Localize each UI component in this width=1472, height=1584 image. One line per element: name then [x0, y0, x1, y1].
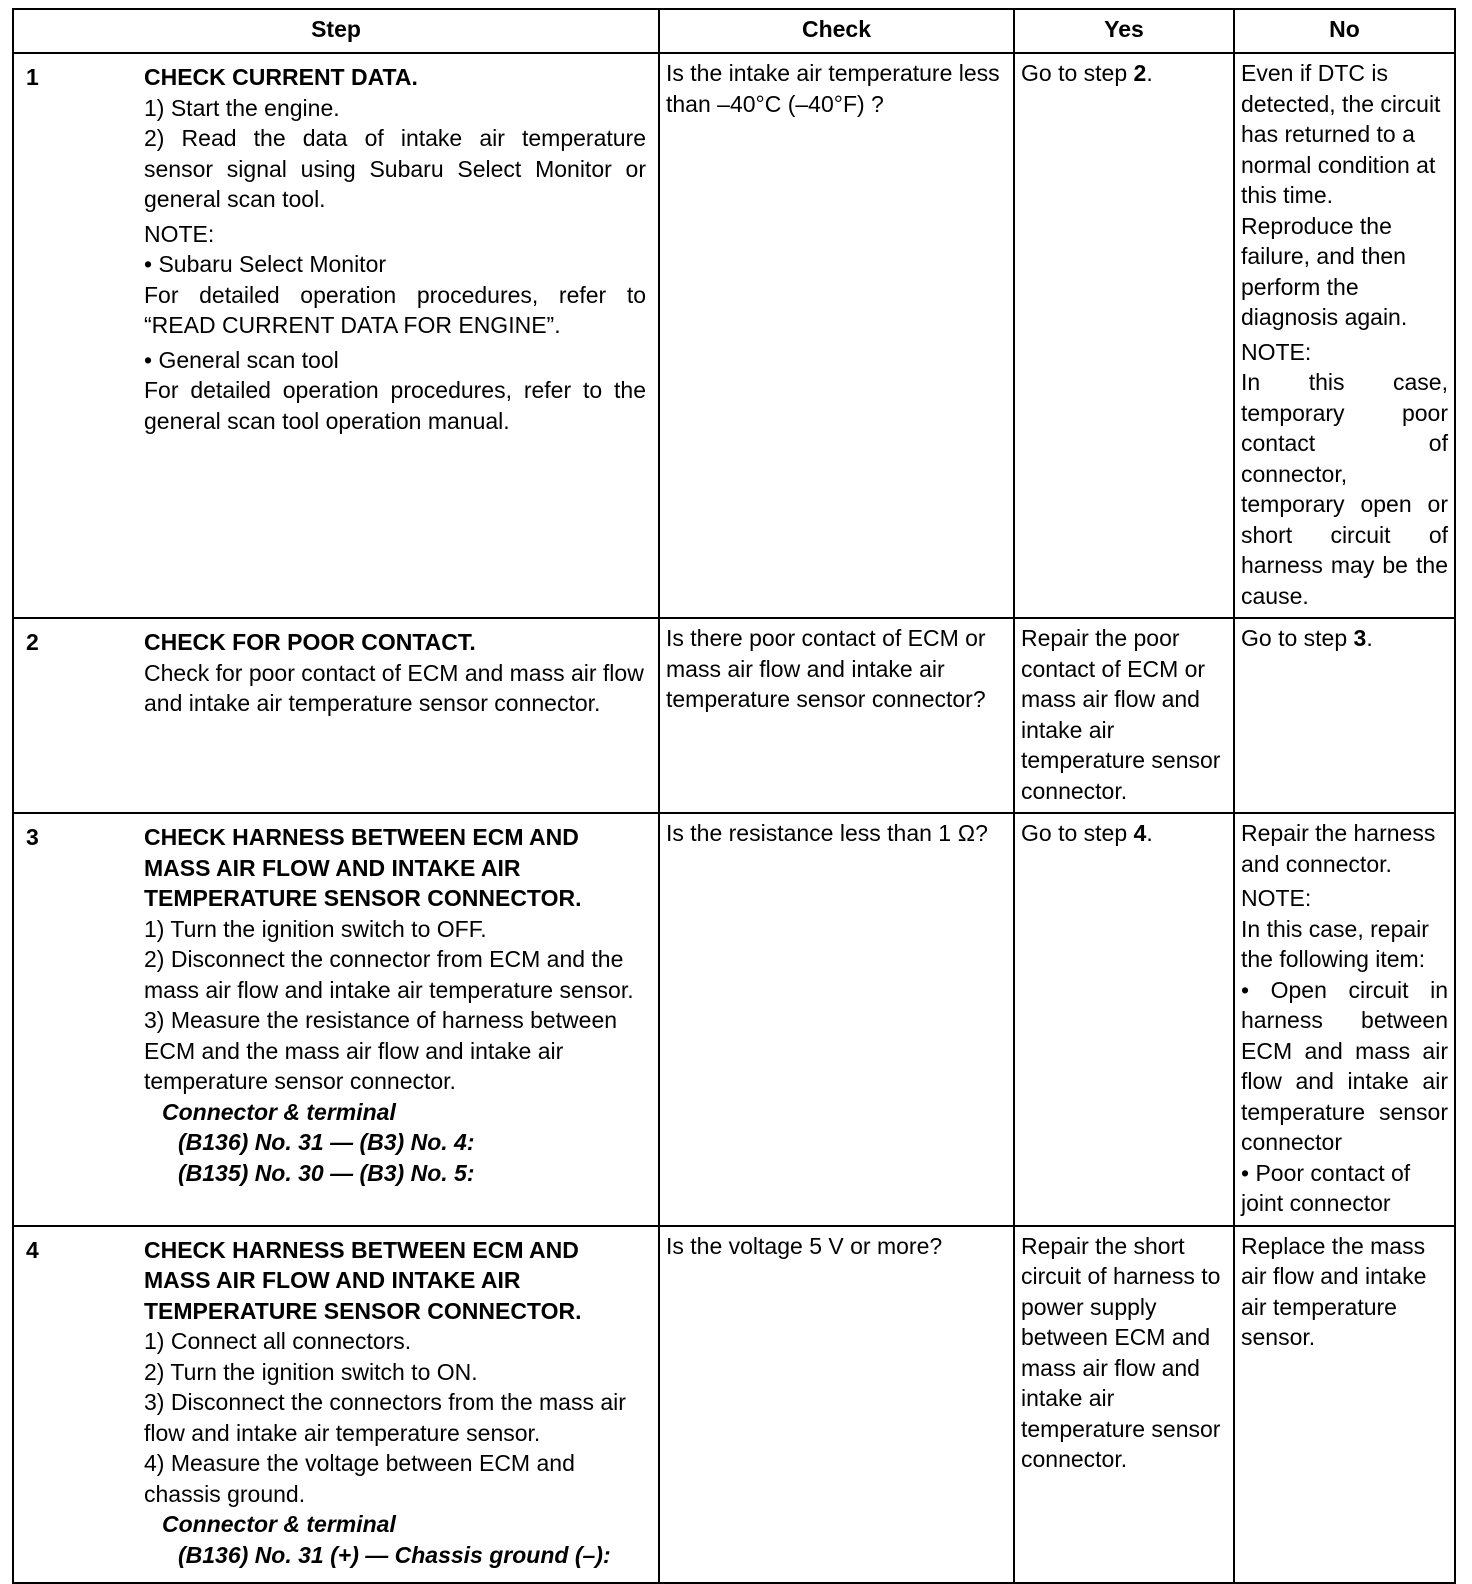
- step-number: 1: [26, 64, 39, 90]
- step-line: 2) Disconnect the connector from ECM and the mass air flow and intake air temperature sensor.: [144, 946, 634, 1003]
- step-text: Check for poor contact of ECM and mass air flow and intake air temperature sensor connector.: [144, 659, 644, 716]
- note-bullet: • Subaru Select Monitor: [144, 249, 646, 280]
- yes-suffix: .: [1146, 820, 1153, 846]
- note-text: For detailed operation procedures, refer to the general scan tool operation manual.: [144, 377, 646, 434]
- no-text: Repair the harness and connector.: [1241, 820, 1436, 877]
- yes-prefix: Go to step: [1021, 60, 1134, 86]
- check-text: Is there poor contact of ECM or mass air flow and intake air temperature sensor connector?: [666, 625, 986, 712]
- connector-label: Connector & terminal: [162, 1098, 396, 1125]
- step-line: 2) Turn the ignition switch to ON.: [144, 1358, 478, 1385]
- yes-cell: [1014, 1226, 1234, 1584]
- note-label: NOTE:: [144, 220, 215, 247]
- no-cell: [1234, 813, 1455, 1226]
- check-text: Is the intake air temperature less than –40°C (–40°F) ?: [666, 60, 1000, 117]
- table-row: [13, 618, 1455, 813]
- note-label: NOTE:: [1241, 338, 1312, 365]
- step-cell: [13, 1226, 659, 1584]
- connector-label: Connector & terminal: [162, 1511, 396, 1537]
- step-line: 1) Connect all connectors.: [144, 1328, 412, 1354]
- note-bullet: • Open circuit in harness between ECM and mass air flow and intake air temperature sensor connector: [1241, 975, 1448, 1158]
- table-row: [13, 813, 1455, 1226]
- step-cell: [13, 813, 659, 1226]
- check-cell: [659, 53, 1014, 618]
- check-cell: [659, 813, 1014, 1226]
- note-label: NOTE:: [1241, 885, 1312, 911]
- header-no: No: [1234, 9, 1455, 53]
- step-line: 2) Read the data of intake air temperature sensor signal using Subaru Select Monitor or general scan tool.: [144, 125, 646, 212]
- header-yes: Yes: [1014, 9, 1234, 53]
- no-suffix: .: [1366, 625, 1373, 651]
- step-line: 4) Measure the voltage between ECM and chassis ground.: [144, 1450, 575, 1507]
- yes-cell: [1014, 813, 1234, 1226]
- note-bullet: • Poor contact of joint connector: [1241, 1158, 1448, 1219]
- no-text: Even if DTC is detected, the circuit has returned to a normal condition at this time. Reproduce the failure, and then perform the diagnosis again.: [1241, 60, 1441, 330]
- header-row: [13, 9, 1455, 53]
- yes-suffix: .: [1146, 60, 1153, 86]
- step-number: 4: [26, 1236, 39, 1263]
- connector-terminal: (B136) No. 31 — (B3) No. 4:: [178, 1129, 475, 1155]
- note-bullet: • General scan tool: [144, 345, 646, 376]
- goto-step: 2: [1133, 60, 1147, 86]
- check-text: Is the resistance less than 1 Ω?: [666, 820, 988, 846]
- yes-cell: [1014, 618, 1234, 813]
- step-cell: [13, 53, 659, 618]
- step-title: CHECK CURRENT DATA.: [144, 64, 418, 90]
- no-cell: [1234, 1226, 1455, 1584]
- step-line: 1) Turn the ignition switch to OFF.: [144, 915, 487, 942]
- step-title: CHECK FOR POOR CONTACT.: [144, 629, 476, 655]
- check-cell: [659, 1226, 1014, 1584]
- goto-step: 4: [1133, 820, 1147, 846]
- note-text: In this case, repair the following item:: [1241, 915, 1429, 972]
- step-number: 3: [26, 824, 39, 850]
- step-cell: [13, 618, 659, 813]
- check-text: Is the voltage 5 V or more?: [666, 1232, 943, 1259]
- step-line: 1) Start the engine.: [144, 94, 340, 121]
- table-row: [13, 1226, 1455, 1584]
- step-number: 2: [26, 629, 39, 655]
- no-text: Replace the mass air flow and intake air temperature sensor.: [1241, 1232, 1427, 1350]
- yes-text: Repair the short circuit of harness to power supply between ECM and mass air flow and intake air temperature sensor connector.: [1021, 1232, 1221, 1472]
- diagnostic-table: [12, 8, 1456, 1584]
- no-cell: [1234, 53, 1455, 618]
- step-title: CHECK HARNESS BETWEEN ECM AND MASS AIR FLOW AND INTAKE AIR TEMPERATURE SENSOR CONNECTOR.: [144, 824, 582, 911]
- note-text: In this case, temporary poor contact of connector, temporary open or short circuit of harness may be the cause.: [1241, 369, 1448, 609]
- step-line: 3) Disconnect the connectors from the mass air flow and intake air temperature sensor.: [144, 1389, 626, 1446]
- header-step: Step: [13, 9, 659, 53]
- connector-terminal: (B135) No. 30 — (B3) No. 5:: [178, 1159, 475, 1186]
- yes-text: Repair the poor contact of ECM or mass air flow and intake air temperature sensor connector.: [1021, 625, 1221, 804]
- connector-terminal: (B136) No. 31 (+) — Chassis ground (–):: [178, 1541, 611, 1568]
- goto-step: 3: [1353, 625, 1367, 651]
- step-line: 3) Measure the resistance of harness between ECM and the mass air flow and intake air temperature sensor connector.: [144, 1007, 618, 1094]
- yes-cell: [1014, 53, 1234, 618]
- check-cell: [659, 618, 1014, 813]
- no-prefix: Go to step: [1241, 625, 1354, 651]
- header-check: Check: [659, 9, 1014, 53]
- step-title: CHECK HARNESS BETWEEN ECM AND MASS AIR FLOW AND INTAKE AIR TEMPERATURE SENSOR CONNECTOR.: [144, 1236, 582, 1324]
- note-text: For detailed operation procedures, refer to “READ CURRENT DATA FOR ENGINE”.: [144, 281, 646, 338]
- no-cell: [1234, 618, 1455, 813]
- yes-prefix: Go to step: [1021, 820, 1134, 846]
- table-row: [13, 53, 1455, 618]
